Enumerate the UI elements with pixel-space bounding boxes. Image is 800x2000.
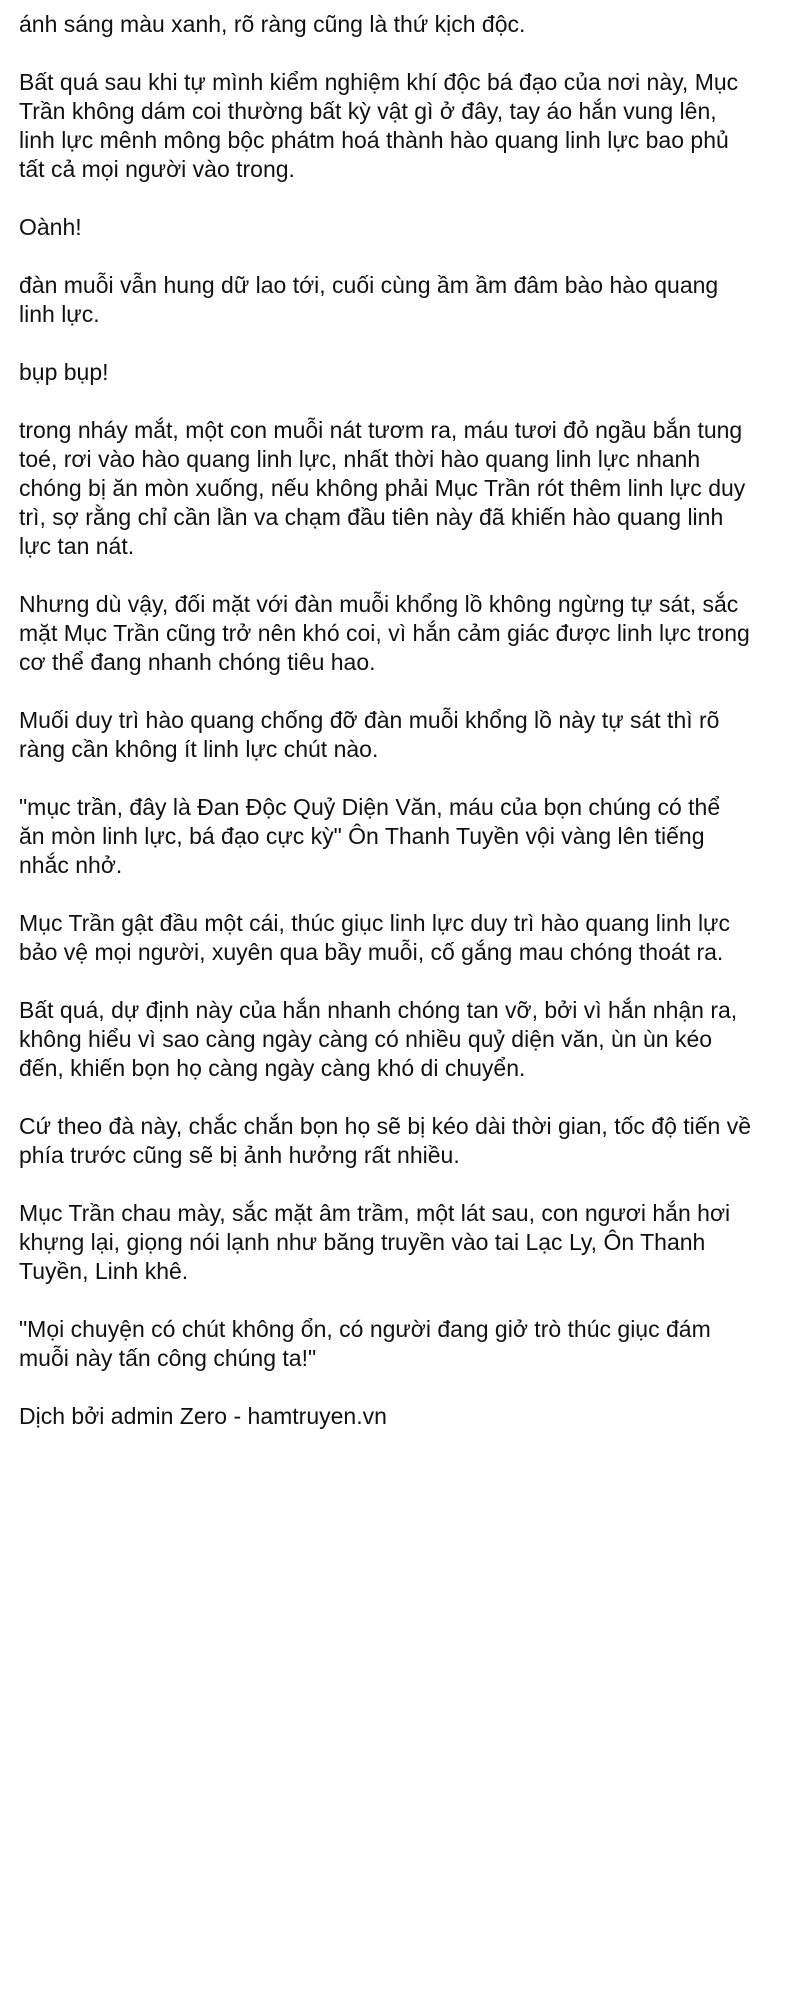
paragraph: "Mọi chuyện có chút không ổn, có người đang giở trò thúc giục đám muỗi này tấn công chúng ta!" bbox=[19, 1316, 711, 1371]
paragraph: đàn muỗi vẫn hung dữ lao tới, cuối cùng ầm ầm đâm bào hào quang linh lực. bbox=[19, 272, 719, 327]
paragraph: Mục Trần chau mày, sắc mặt âm trầm, một lát sau, con ngươi hắn hơi khựng lại, giọng nói lạnh như băng truyền vào tai Lạc Ly, Ôn Thanh Tuyền, Linh khê. bbox=[19, 1200, 731, 1284]
translator-credit: Dịch bởi admin Zero - hamtruyen.vn bbox=[19, 1403, 387, 1429]
paragraph: Mục Trần gật đầu một cái, thúc giục linh lực duy trì hào quang linh lực bảo vệ mọi người, xuyên qua bầy muỗi, cố gắng mau chóng thoát ra. bbox=[19, 910, 730, 965]
paragraph: bụp bụp! bbox=[19, 359, 109, 385]
paragraph: Bất quá, dự định này của hắn nhanh chóng tan vỡ, bởi vì hắn nhận ra, không hiểu vì sao càng ngày càng có nhiều quỷ diện văn, ùn ùn kéo đến, khiến bọn họ càng ngày càng khó di chuyển. bbox=[19, 997, 738, 1081]
paragraph: Cứ theo đà này, chắc chắn bọn họ sẽ bị kéo dài thời gian, tốc độ tiến về phía trước cũng sẽ bị ảnh hưởng rất nhiều. bbox=[19, 1113, 752, 1168]
text-body bbox=[19, 10, 789, 1460]
paragraph: Bất quá sau khi tự mình kiểm nghiệm khí độc bá đạo của nơi này, Mục Trần không dám coi thường bất kỳ vật gì ở đây, tay áo hắn vung lên, linh lực mênh mông bộc phátm hoá thành hào quang linh lực bao phủ tất cả mọi người vào trong. bbox=[19, 69, 739, 182]
paragraph: Nhưng dù vậy, đối mặt với đàn muỗi khổng lồ không ngừng tự sát, sắc mặt Mục Trần cũng trở nên khó coi, vì hắn cảm giác được linh lực trong cơ thể đang nhanh chóng tiêu hao. bbox=[19, 591, 750, 675]
paragraph: ánh sáng màu xanh, rõ ràng cũng là thứ kịch độc. bbox=[19, 11, 526, 37]
paragraph: trong nháy mắt, một con muỗi nát tươm ra, máu tươi đỏ ngầu bắn tung toé, rơi vào hào quang linh lực, nhất thời hào quang linh lực nhanh chóng bị ăn mòn xuống, nếu không phải Mục Trần rót thêm linh lực duy trì, sợ rằng chỉ cần lần va chạm đầu tiên này đã khiến hào quang linh lực tan nát. bbox=[19, 417, 746, 559]
paragraph: Oành! bbox=[19, 214, 82, 240]
paragraph: Muối duy trì hào quang chống đỡ đàn muỗi khổng lồ này tự sát thì rõ ràng cần không ít linh lực chút nào. bbox=[19, 707, 720, 762]
paragraph: "mục trần, đây là Đan Độc Quỷ Diện Văn, máu của bọn chúng có thể ăn mòn linh lực, bá đạo cực kỳ" Ôn Thanh Tuyền vội vàng lên tiếng nhắc nhở. bbox=[19, 794, 721, 878]
